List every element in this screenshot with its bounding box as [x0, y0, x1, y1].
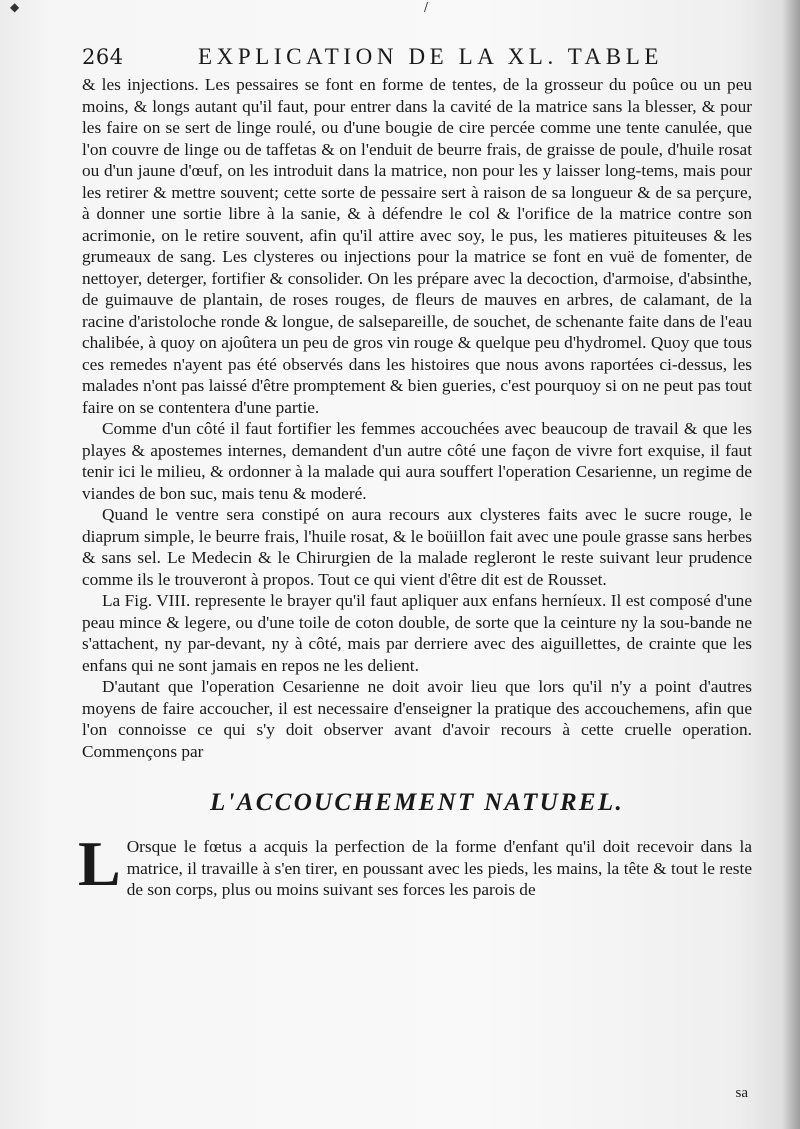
- body-text: [78, 74, 752, 901]
- corner-ink-mark: ◆: [10, 0, 20, 14]
- catchword: sa: [735, 1085, 748, 1101]
- paragraph-6: [78, 828, 752, 901]
- paragraph-1: & les injections. Les pessaires se font en forme de tentes, de la grosseur du poûce ou un peu moins, & longs autant qu'il faut, pour entrer dans la cavité de la matrice sans la blesser, & pour les faire on se sert de linge roulé, ou d'une bougie de cire percée comme une tente canulée, que l'on couvre de linge ou de taffetas & on l'enduit de beurre frais, de graisse de poule, d'huile rosat ou d'un jaune d'œuf, on les introduit dans la matrice, non pour les y laisser long-tems, mais pour les retirer & mettre souvent; cette sorte de pessaire sert à raison de sa longueur & de sa perçure, à donner une sortie libre à la sanie, & à défendre le col & l'orifice de la matrice contre son acrimonie, on le retire souvent, afin qu'il attire avec soy, le pus, les matieres pituiteuses & les grumeaux de sang. Les clysteres ou injections pour la matrice se font en vuë de fomenter, de nettoyer, deterger, fortifier & consolider. On les prépare avec la decoction, d'armoise, d'absinthe, de guimauve de plantain, de roses rouges, de fleurs de mauves en arbres, de calamant, de la racine d'aristoloche ronde & longue, de salsepareille, de souchet, de schenante faite dans de l'eau chalibée, à quoy on ajoûtera un peu de gros vin rouge & quelque peu d'hydromel. Quoy que tous ces remedes n'ayent pas été observés dans les histoires que nous avons raportées ci-dessus, les malades n'ont pas laissé d'être promptement & bien gueries, c'est pourquoy si on ne peut pas tout faire on se contentera d'une partie.: [82, 75, 752, 417]
- paragraph-6-text: Orsque le fœtus a acquis la perfection de la forme d'enfant qu'il doit recevoir dans la matrice, il travaille à s'en tirer, en poussant avec les pieds, les mains, la tête & tout le reste de son corps, plus ou moins suivant ses forces les parois de: [126, 837, 752, 899]
- page-header: [82, 44, 682, 70]
- paragraph-3: Quand le ventre sera constipé on aura recours aux clysteres faits avec le sucre rouge, le diaprum simple, le beurre frais, l'huile rosat, & le boüillon fait avec une poule grasse sans herbes & sans sel. Le Medecin & le Chirurgien de la malade regleront le reste suivant leur prudence comme ils le trouveront à propos. Tout ce qui vient d'être dit est de Rousset.: [82, 505, 752, 589]
- section-heading-text: L'ACCOUCHEMENT NATUREL.: [209, 789, 625, 816]
- section-heading: [82, 788, 752, 818]
- paragraph-2: Comme d'un côté il faut fortifier les femmes accouchées avec beaucoup de travail & que les playes & apostemes internes, demandent d'un autre côté une façon de vivre fort exquise, il faut tenir ici le milieu, & ordonner à la malade qui aura souffert l'operation Cesarienne, un regime de viandes de bon suc, mais tenu & moderé.: [82, 419, 752, 503]
- paragraph-4: La Fig. VIII. represente le brayer qu'il faut apliquer aux enfans herníeux. Il est composé d'une peau mince & legere, ou d'une toile de coton double, de sorte que la ceinture ny la sou-bande ne s'attachent, ny par-devant, ny à côté, mais par derriere avec des aiguillettes, de crainte que les enfans qui ne sont jamais en repos ne les delient.: [82, 591, 752, 675]
- running-title: EXPLICATION DE LA XL. TABLE: [198, 44, 663, 69]
- page-number: 264: [82, 45, 124, 69]
- top-ink-mark: /: [424, 0, 429, 14]
- paragraph-5: D'autant que l'operation Cesarienne ne doit avoir lieu que lors qu'il n'y a point d'autres moyens de faire accoucher, il est necessaire d'enseigner la pratique des accouchemens, afin que l'on connoisse ce qui s'y doit observer avant d'avoir recours à cette cruelle operation. Commençons par: [82, 677, 752, 761]
- drop-cap-letter: L: [78, 828, 121, 899]
